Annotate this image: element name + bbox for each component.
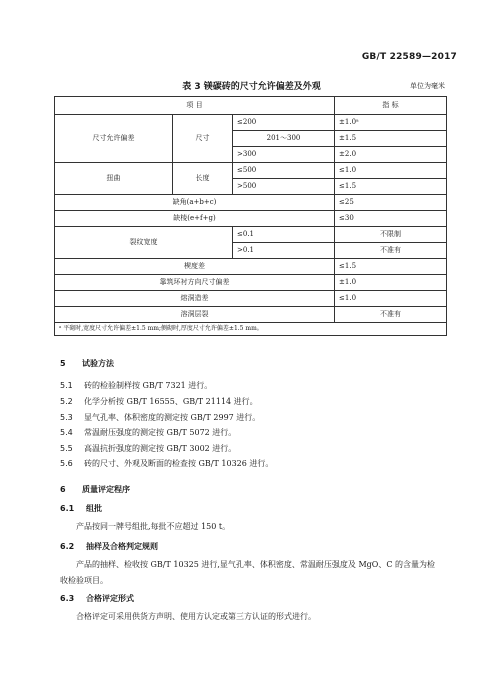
size-value: ±1.0ᵃ	[335, 115, 447, 131]
subsection-number: 6.3	[60, 594, 75, 603]
table-row	[55, 211, 447, 227]
corner-loss-label: 缺角(a+b+c)	[55, 195, 335, 211]
document-id: GB/T 22589—2017	[361, 52, 457, 62]
table-header-row	[55, 97, 447, 115]
tail-label: 楔度差	[55, 259, 335, 275]
clause-text: 显气孔率、体积密度的测定按 GB/T 2997 进行。	[84, 413, 261, 422]
corner-loss-value: ≤25	[335, 195, 447, 211]
size-range: ≤200	[233, 115, 335, 131]
subsection-6-3-heading	[60, 593, 134, 604]
section-5-heading	[60, 358, 114, 369]
clause-number: 5.4	[60, 428, 73, 437]
edge-loss-label: 缺棱(e+f+g)	[55, 211, 335, 227]
table-row	[55, 275, 447, 291]
crack-range: >0.1	[233, 243, 335, 259]
table-footnote-row	[55, 323, 447, 336]
tail-value: ±1.0	[335, 275, 447, 291]
crack-width-label: 裂纹宽度	[55, 227, 233, 259]
warp-range: ≤500	[233, 163, 335, 179]
list-item	[60, 380, 212, 391]
table-row	[55, 115, 447, 131]
table-row	[55, 163, 447, 179]
size-range: 201～300	[233, 131, 335, 147]
size-label: 尺寸	[173, 115, 233, 163]
tail-value: ≤1.0	[335, 291, 447, 307]
clause-number: 5.6	[60, 459, 73, 468]
unit-note: 单位为毫米	[410, 82, 445, 90]
tail-label: 熔洞造差	[55, 291, 335, 307]
size-value: ±1.5	[335, 131, 447, 147]
tolerance-table	[54, 96, 447, 336]
table-row	[55, 307, 447, 323]
paragraph: 合格评定可采用供货方声明、使用方认定或第三方认证的形式进行。	[76, 612, 316, 621]
subsection-title: 合格评定形式	[86, 594, 134, 603]
warp-range: >500	[233, 179, 335, 195]
size-range: >300	[233, 147, 335, 163]
section-6-heading	[60, 484, 130, 495]
table-row	[55, 195, 447, 211]
subsection-number: 6.2	[60, 542, 75, 551]
clause-number: 5.2	[60, 397, 73, 406]
size-value: ±2.0	[335, 147, 447, 163]
warp-label: 扭曲	[55, 163, 173, 195]
tail-value: 不准有	[335, 307, 447, 323]
subsection-title: 抽样及合格判定规则	[86, 542, 158, 551]
paragraph-line: 产品的抽样、检收按 GB/T 10325 进行,显气孔率、体积密度、常温耐压强度及 MgO、C 的含量为检	[76, 560, 435, 569]
tail-label: 靠筑环衬方向尺寸偏差	[55, 275, 335, 291]
list-item	[60, 443, 236, 454]
dimension-tolerance-label: 尺寸允许偏差	[55, 115, 173, 163]
section-number: 5	[60, 359, 66, 368]
list-item	[60, 412, 260, 423]
list-item	[60, 427, 236, 438]
edge-loss-value: ≤30	[335, 211, 447, 227]
list-item	[60, 458, 273, 469]
tail-label: 溶洞层裂	[55, 307, 335, 323]
subsection-6-1-heading	[60, 503, 102, 514]
section-title: 试验方法	[82, 359, 114, 368]
clause-text: 高温抗折强度的测定按 GB/T 3002 进行。	[84, 444, 237, 453]
clause-text: 常温耐压强度的测定按 GB/T 5072 进行。	[84, 428, 237, 437]
tail-value: ≤1.5	[335, 259, 447, 275]
paragraph: 产品按同一牌号组批,每批不应超过 150 t。	[76, 522, 231, 531]
warp-value: ≤1.5	[335, 179, 447, 195]
table-row	[55, 291, 447, 307]
warp-value: ≤1.0	[335, 163, 447, 179]
table-row	[55, 259, 447, 275]
clause-number: 5.3	[60, 413, 73, 422]
table-row	[55, 227, 447, 243]
header-item: 项 目	[55, 97, 335, 115]
subsection-number: 6.1	[60, 504, 75, 513]
subsection-title: 组批	[86, 504, 102, 513]
list-item	[60, 396, 258, 407]
length-label: 长度	[173, 163, 233, 195]
crack-value: 不准有	[335, 243, 447, 259]
clause-text: 砖的检验制样按 GB/T 7321 进行。	[84, 381, 213, 390]
subsection-6-2-heading	[60, 541, 158, 552]
clause-number: 5.1	[60, 381, 73, 390]
table-footnote: ᵃ 平砌时,宽度尺寸允许偏差±1.5 mm;侧砌时,厚度尺寸允许偏差±1.5 mm。	[55, 323, 447, 336]
section-number: 6	[60, 485, 66, 494]
table-caption: 表 3 镁碳砖的尺寸允许偏差及外观	[182, 82, 321, 92]
header-index: 指 标	[335, 97, 447, 115]
crack-range: ≤0.1	[233, 227, 335, 243]
crack-value: 不限制	[335, 227, 447, 243]
clause-number: 5.5	[60, 444, 73, 453]
paragraph-line: 收检验项目。	[60, 576, 108, 585]
clause-text: 砖的尺寸、外观及断面的检查按 GB/T 10326 进行。	[84, 459, 274, 468]
section-title: 质量评定程序	[82, 485, 130, 494]
paragraph	[60, 557, 448, 589]
clause-text: 化学分析按 GB/T 16555、GB/T 21114 进行。	[84, 397, 258, 406]
